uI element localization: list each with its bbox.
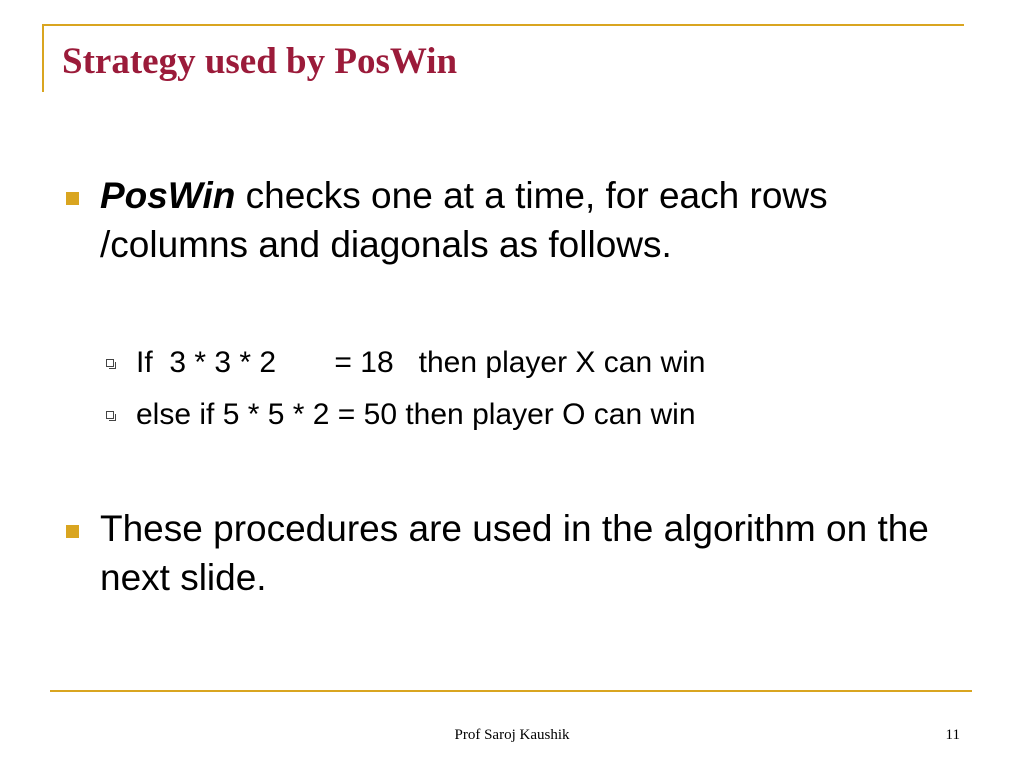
hollow-square-bullet-icon [106,359,114,367]
footer-author: Prof Saroj Kaushik [454,727,570,743]
bullet-item-procedures [66,504,966,602]
bullet-text: These procedures are used in the algorithm on the next slide. [100,508,929,598]
slide-title: Strategy used by PosWin [62,41,458,82]
bullet-text [100,171,966,269]
sub-bullet-text: If 3 * 3 * 2 = 18 then player X can win [136,346,706,379]
page-number: 11 [945,727,960,743]
sub-bullet-item-o [106,398,696,432]
bullet-emphasis: PosWin [100,175,236,216]
title-frame-left-rule [42,24,44,92]
sub-bullet-item-x [106,346,706,380]
sub-bullet-text: else if 5 * 5 * 2 = 50 then player O can win [136,398,696,431]
square-bullet-icon [66,192,79,205]
title-frame-top-rule [42,24,964,26]
bullet-body: checks one at a time, for each rows /columns and diagonals as follows. [100,175,828,265]
square-bullet-icon [66,525,79,538]
bullet-item-poswin [66,171,966,269]
hollow-square-bullet-icon [106,411,114,419]
footer-rule [50,690,972,692]
